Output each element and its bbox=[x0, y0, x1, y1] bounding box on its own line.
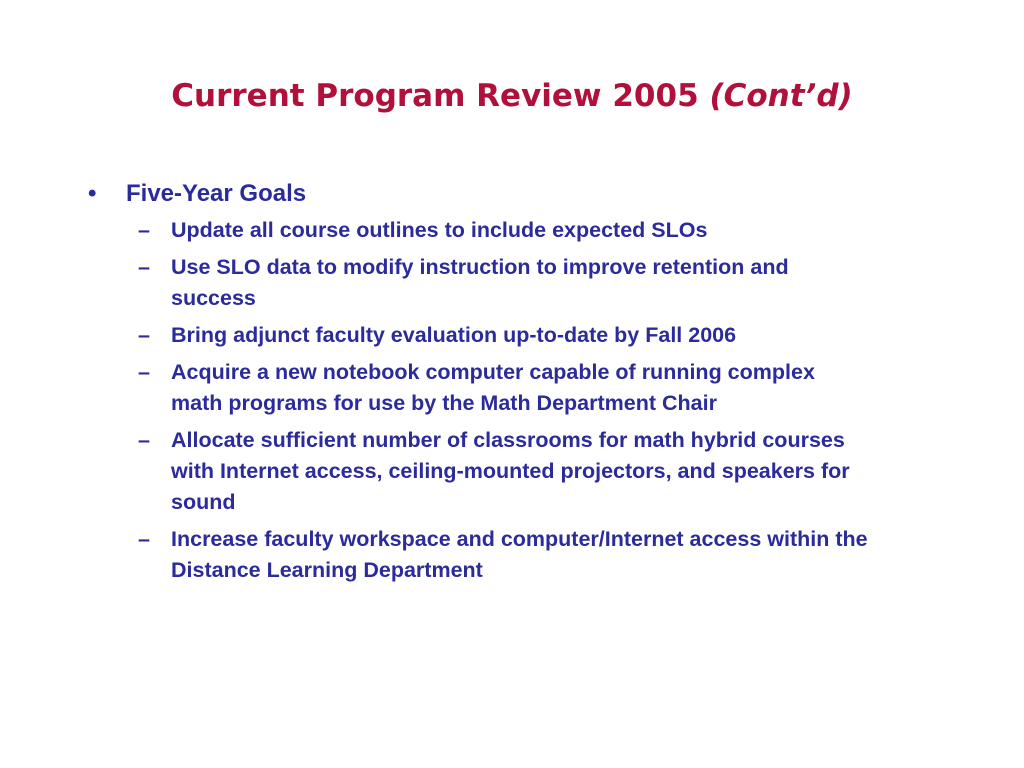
dash-mark: – bbox=[138, 428, 150, 452]
slide-title-suffix: (Cont’d) bbox=[709, 78, 853, 114]
dash-mark: – bbox=[138, 360, 150, 384]
dash-mark: – bbox=[138, 218, 150, 242]
dash-mark: – bbox=[138, 255, 150, 279]
goal-text: Bring adjunct faculty evaluation up-to-date by Fall 2006 bbox=[171, 323, 737, 347]
goal-text: Use SLO data to modify instruction to improve retention and success bbox=[171, 255, 789, 310]
list-item bbox=[88, 357, 908, 419]
goal-text: Increase faculty workspace and computer/Internet access within the Distance Learning Department bbox=[171, 527, 868, 582]
goal-text: Update all course outlines to include expected SLOs bbox=[171, 218, 708, 242]
slide-title bbox=[0, 74, 1024, 118]
list-item bbox=[88, 524, 908, 586]
dash-mark: – bbox=[138, 323, 150, 347]
dash-mark: – bbox=[138, 527, 150, 551]
goal-text: Allocate sufficient number of classrooms for math hybrid courses with Internet access, ceiling-mounted projectors, and speakers for sound bbox=[171, 428, 850, 514]
slide-title-main: Current Program Review 2005 bbox=[171, 78, 699, 114]
list-item bbox=[88, 320, 908, 351]
list-item bbox=[88, 252, 908, 314]
bullet-mark: • bbox=[88, 180, 97, 207]
slide-content bbox=[88, 177, 908, 592]
goal-text: Acquire a new notebook computer capable of running complex math programs for use by the Math Department Chair bbox=[171, 360, 815, 415]
main-bullet bbox=[88, 177, 908, 211]
goal-list bbox=[88, 215, 908, 586]
list-item bbox=[88, 425, 908, 518]
list-item bbox=[88, 215, 908, 246]
section-heading: Five-Year Goals bbox=[126, 180, 307, 207]
